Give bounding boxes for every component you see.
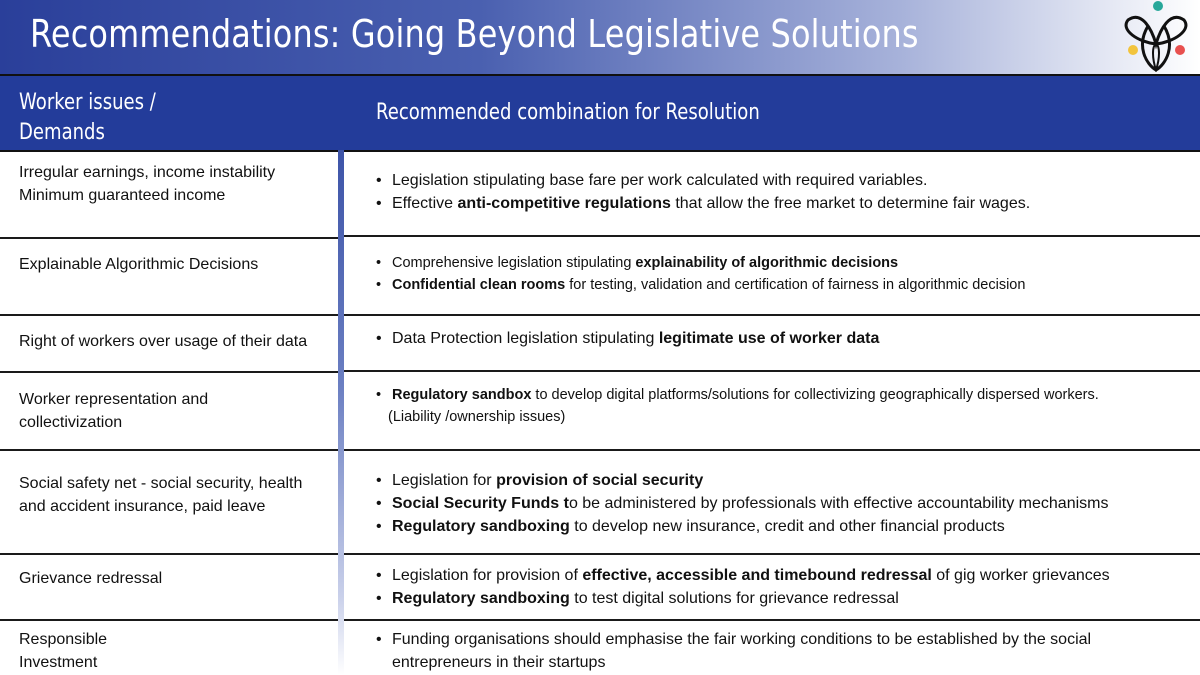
column-header-resolution: Recommended combination for Resolution [376,100,760,125]
list-item: • Funding organisations should emphasise the fair working conditions to be established by the social entrepreneurs in their startups [376,628,1116,674]
issue-income-instability: Irregular earnings, income instability Minimum guaranteed income [19,164,276,204]
issue-worker-representation: Worker representation and collectivization [19,391,209,431]
resolution-algorithmic-decisions [376,252,1176,296]
issue-responsible-investment: Responsible Investment [19,631,108,671]
list-item: • Comprehensive legislation stipulating explainability of algorithmic decisions [376,252,1176,274]
page-title: Recommendations: Going Beyond Legislative Solutions [30,12,919,56]
list-item: • Legislation stipulating base fare per work calculated with required variables. [376,169,1176,192]
row-separator [0,553,338,555]
resolution-income-instability [376,169,1176,215]
trefoil-knot-logo-icon [1122,0,1190,72]
resolution-responsible-investment [376,628,1116,674]
list-item: • Social Security Funds to be administered by professionals with effective accountability mechanisms [376,492,1176,515]
list-item: • Legislation for provision of social security [376,469,1176,492]
row-separator [344,619,1200,621]
row-separator [344,370,1200,372]
row-separator [0,371,338,373]
list-item: • Data Protection legislation stipulating legitimate use of worker data [376,327,1176,350]
list-item: • Confidential clean rooms for testing, validation and certification of fairness in algorithmic decision [376,274,1176,296]
title-bar [0,0,1200,74]
row-separator [344,314,1200,316]
resolution-worker-representation [376,384,1176,428]
issue-grievance-redressal: Grievance redressal [19,570,163,587]
table-header-row [0,74,1200,152]
liability-note: (Liability /ownership issues) [388,409,566,425]
row-separator [0,237,338,239]
list-item: • Effective anti-competitive regulations that allow the free market to determine fair wages. [376,192,1176,215]
list-item: • Regulatory sandbox to develop digital platforms/solutions for collectivizing geographically dispersed workers. [376,384,1176,406]
issue-algorithmic-decisions: Explainable Algorithmic Decisions [19,256,259,273]
list-item: • Regulatory sandboxing to test digital solutions for grievance redressal [376,587,1176,610]
column-divider [338,150,344,675]
column-header-issues: Worker issues / Demands [19,90,156,145]
list-item: • Legislation for provision of effective, accessible and timebound redressal of gig worker grievances [376,564,1176,587]
list-item: • Regulatory sandboxing to develop new insurance, credit and other financial products [376,515,1176,538]
row-separator [344,235,1200,237]
issue-worker-data: Right of workers over usage of their data [19,333,308,350]
resolution-social-safety-net [376,469,1176,538]
row-separator [344,553,1200,555]
row-separator [0,619,338,621]
row-separator [344,449,1200,451]
resolution-worker-data [376,327,1176,350]
issue-social-safety-net: Social safety net - social security, health and accident insurance, paid leave [19,475,303,515]
row-separator [0,449,338,451]
row-separator [0,314,338,316]
resolution-grievance-redressal [376,564,1176,610]
